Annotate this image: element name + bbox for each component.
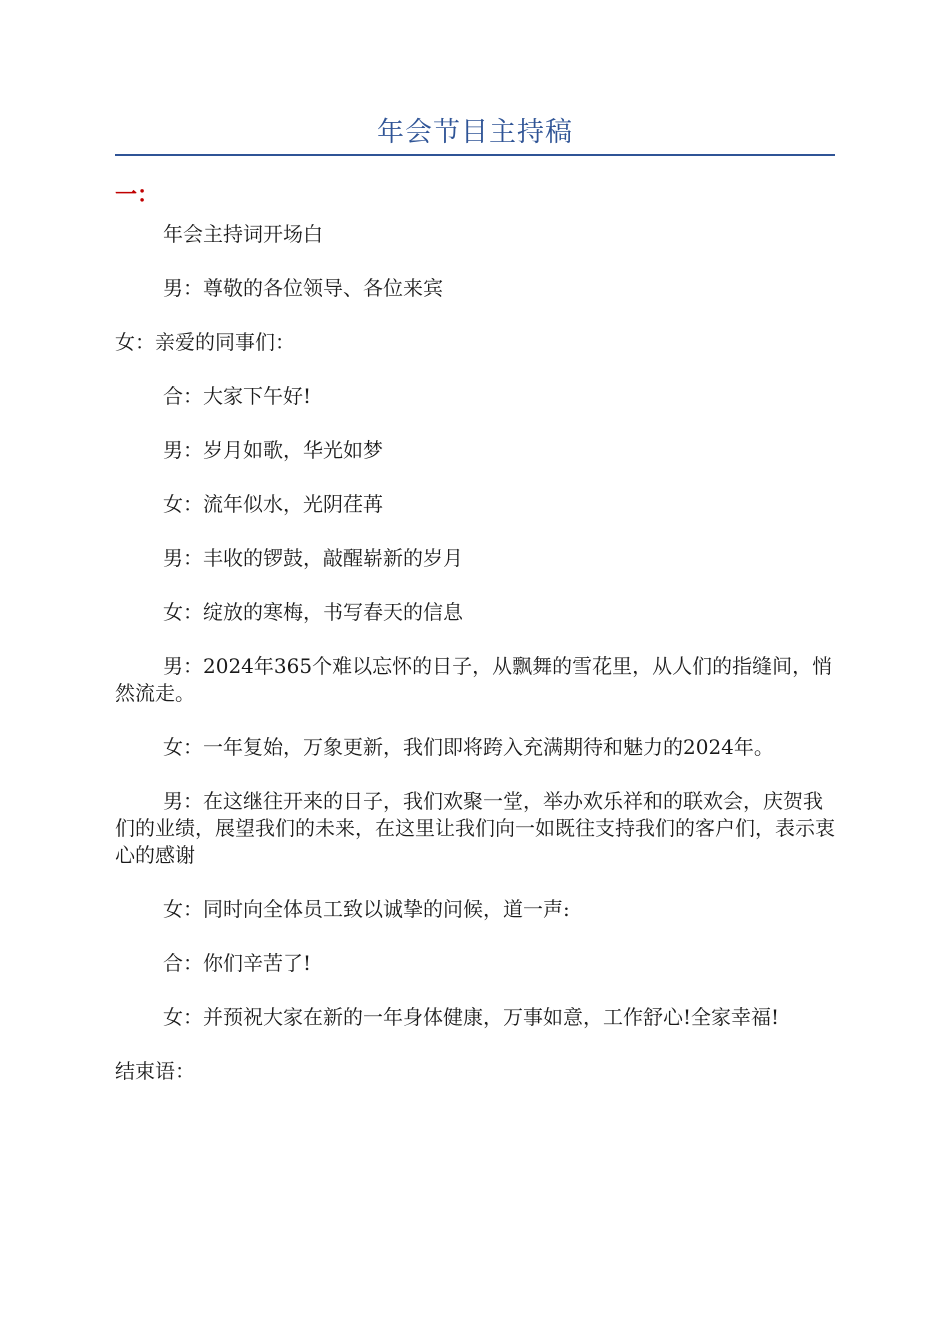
paragraph-line: 合：大家下午好!: [163, 384, 312, 408]
paragraph-line: 女：绽放的寒梅，书写春天的信息: [163, 600, 463, 624]
section-heading: 一：: [115, 182, 160, 208]
document-title: 年会节目主持稿: [377, 117, 573, 148]
paragraph-line: 男：丰收的锣鼓，敲醒崭新的岁月: [163, 546, 463, 570]
paragraph-line: 合：你们辛苦了!: [163, 951, 312, 975]
paragraph-line: 男：在这继往开来的日子，我们欢聚一堂，举办欢乐祥和的联欢会，庆贺我们的业绩，展望我们的未来，在这里让我们向一如既往支持我们的客户们，表示衷心的感谢: [115, 789, 835, 867]
document-body: [115, 221, 835, 1112]
title-underline: [115, 154, 835, 156]
paragraph-line: 男：尊敬的各位领导、各位来宾: [163, 276, 443, 300]
paragraph-line: 女：流年似水，光阴荏苒: [163, 492, 383, 516]
paragraph-line: 女：并预祝大家在新的一年身体健康，万事如意，工作舒心!全家幸福!: [163, 1005, 780, 1029]
paragraph-line: 女：一年复始，万象更新，我们即将跨入充满期待和魅力的2024年。: [163, 735, 774, 759]
paragraph-opening-title: 年会主持词开场白: [163, 222, 323, 246]
paragraph-line: 女：亲爱的同事们：: [115, 330, 295, 354]
paragraph-closing-label: 结束语：: [115, 1059, 195, 1083]
paragraph-line: 男：岁月如歌，华光如梦: [163, 438, 383, 462]
paragraph-line: 男：2024年365个难以忘怀的日子，从飘舞的雪花里，从人们的指缝间，悄然流走。: [115, 654, 833, 705]
paragraph-line: 女：同时向全体员工致以诚挚的问候，道一声:: [163, 897, 570, 921]
